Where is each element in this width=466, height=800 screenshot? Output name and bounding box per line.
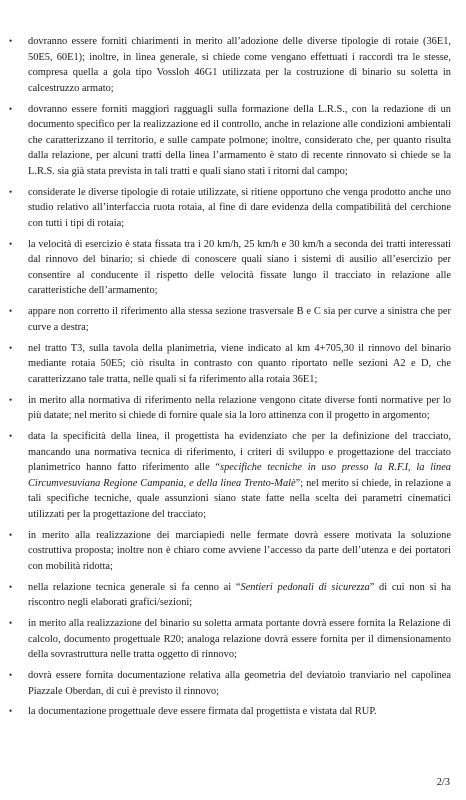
list-item	[0, 341, 466, 388]
list-item	[0, 429, 466, 523]
list-item-text: in merito alla realizzazione del binario su soletta armata portante dovrà essere fornita la Relazione di calcolo, documento progettuale R20; analoga relazione dovrà essere fornita per il dimensionamento della sovrastruttura nelle tratta oggetto di rinnovo;	[28, 618, 451, 661]
list-item	[0, 185, 466, 232]
list-item-text: dovranno essere forniti chiarimenti in merito all’adozione delle diverse tipologie di rotaie (36E1, 50E5, 60E1); inoltre, in linea generale, si chiede come vengano effettuati i raccordi tra le stesse, compresa quella a gola tipo Vossloh 46G1 utilizzata per la costruzione di binario su soletta in calcestruzzo armato;	[28, 36, 451, 94]
requirements-list	[0, 34, 466, 725]
bullet-icon: •	[9, 103, 13, 114]
bullet-icon: •	[9, 238, 13, 249]
bullet-icon: •	[9, 186, 13, 197]
list-item-italic-text: specifiche tecniche in uso presso la R.F.I, la linea Circumvesuviana Regione Campania, e della linea Trento-Malè	[28, 462, 452, 489]
bullet-icon: •	[9, 581, 13, 592]
list-item	[0, 393, 466, 424]
list-item-text: data la specificità della linea, il progettista ha evidenziato che per la definizione del tracciato, mancando una normativa tecnica di riferimento, i criteri di sviluppo e progettazione del tracciato planimetrico hanno fatto riferimento alle “	[28, 430, 451, 474]
list-item	[0, 580, 466, 611]
list-item-text: la velocità di esercizio è stata fissata tra i 20 km/h, 25 km/h e 30 km/h a seconda dei tratti interessati dal rinnovo del binario; si chiede di conoscere quali siano i sistemi di ausilio all’esercizio per consentire al conducente il rispetto delle velocità fissate lungo il tracciato in relazione alle caratteristiche dell’armamento;	[28, 238, 451, 297]
list-item	[0, 616, 466, 663]
bullet-icon: •	[9, 618, 13, 629]
list-item	[0, 102, 466, 180]
list-item-text: in merito alla normativa di riferimento nella relazione vengono citate diverse fonti normative per lo più datate; nel merito si chiede di fornire quale sia la loro attinenza con il progetto in argomento;	[28, 394, 451, 422]
page-number: 2/3	[436, 777, 450, 788]
bullet-icon: •	[9, 430, 13, 441]
list-item	[0, 34, 466, 96]
list-item-text: ”; nel merito si chiede, in relazione a tali specifiche tecniche, quale assunzioni siano state fatte nella scelta dei parametri cinematici utilizzati per la progettazione del tracciato;	[28, 477, 451, 520]
list-item	[0, 668, 466, 699]
list-item	[0, 704, 466, 720]
list-item-text: nella relazione tecnica generale si fa cenno ai “	[28, 581, 241, 593]
list-item	[0, 304, 466, 335]
list-item-text: dovrà essere fornita documentazione relativa alla geometria del deviatoio tranviario nel capolinea Piazzale Oberdan, di cui è previsto il rinnovo;	[28, 670, 451, 697]
bullet-icon: •	[9, 342, 13, 353]
list-item	[0, 237, 466, 299]
list-item-text: in merito alla realizzazione dei marciapiedi nelle fermate dovrà essere motivata la soluzione costruttiva proposta; inoltre non è chiaro come avviene l’accesso da parte dell’utenza e dei portatori con mobilità ridotta;	[28, 529, 451, 572]
list-item-text: la documentazione progettuale deve essere firmata dal progettista e vistata dal RUP.	[28, 706, 377, 718]
bullet-icon: •	[9, 306, 13, 317]
list-item-text: considerate le diverse tipologie di rotaie utilizzate, si ritiene opportuno che venga prodotto anche uno studio relativo all’interfaccia ruota rotaia, al fine di dare evidenza della compatibilità del cerchione con tutti i tipi di rotaia;	[28, 186, 451, 229]
bullet-icon: •	[9, 36, 13, 46]
list-item-text: appare non corretto il riferimento alla stessa sezione trasversale B e C sia per curve a sinistra che per curve a destra;	[28, 306, 451, 333]
list-item-text: dovranno essere forniti maggiori ragguagli sulla formazione della L.R.S., con la redazione di un documento specifico per la realizzazione ed il controllo, anche in relazione alle condizioni ambientali che caratterizzano il territorio, e sulle campate polmone; inoltre, considerato che, per quanto risulta dalla relazione, per alcuni tratti della linea l’armamento è stato di recente rinnovato si chiede se la L.R.S. sia già stata prevista in tali tratti e quali siano stati i ritorni dal campo;	[28, 103, 451, 177]
list-item	[0, 528, 466, 575]
list-item-text: nel tratto T3, sulla tavola della planimetria, viene indicato al km 4+705,30 il rinnovo del binario mediante rotaia 50E5; ciò risulta in contrasto con quanto riportato nelle sezioni A2 e D, che caratterizzano tale tratta, nelle quali si fa riferimento alla rotaia 36E1;	[28, 342, 451, 385]
bullet-icon: •	[9, 670, 13, 681]
list-item-italic-text: Sentieri pedonali di sicurezza	[240, 581, 370, 593]
list-item-text: ” di cui non si ha riscontro negli elaborati grafici/sezioni;	[28, 581, 451, 609]
bullet-icon: •	[9, 706, 13, 717]
bullet-icon: •	[9, 529, 13, 540]
bullet-icon: •	[9, 394, 13, 405]
